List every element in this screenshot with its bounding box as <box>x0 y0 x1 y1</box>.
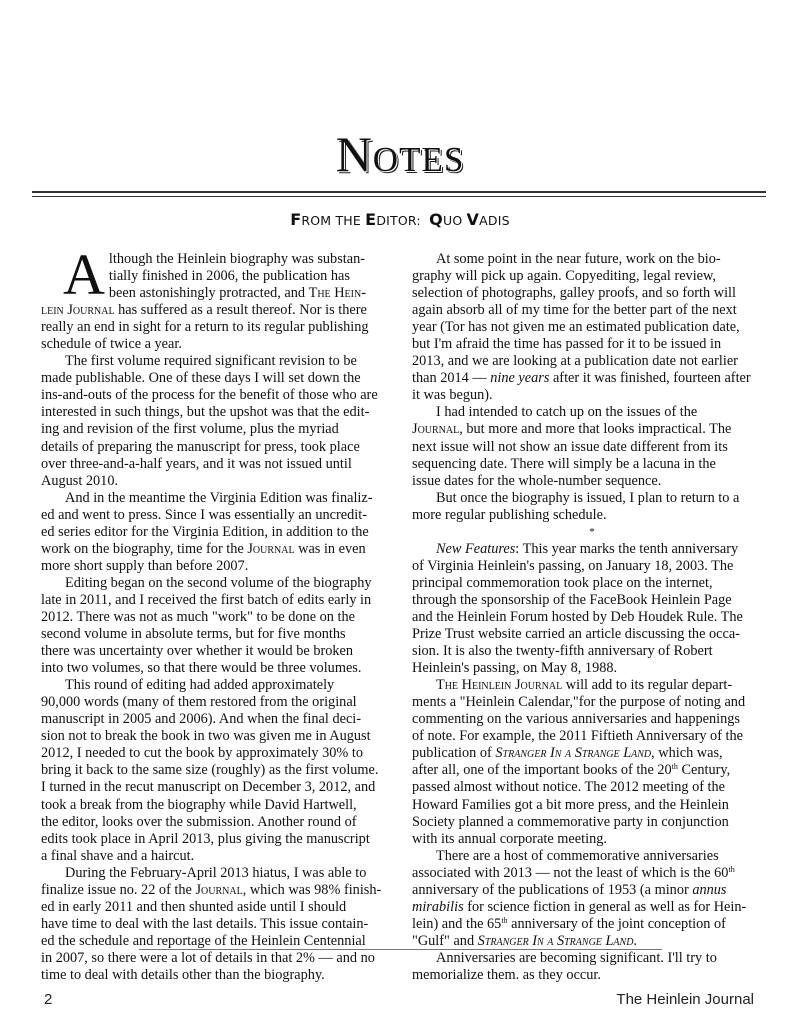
text-run: but I'm afraid the time has passed for it to be issued in <box>412 336 722 353</box>
right-column <box>412 251 772 984</box>
text-line <box>41 865 391 882</box>
text-line <box>41 353 391 370</box>
text-line <box>41 336 391 353</box>
text-run: commenting on the various anniversaries and happenings <box>412 711 740 728</box>
text-line <box>41 967 391 984</box>
text-line <box>41 882 391 899</box>
text-run: But once the biography is issued, I plan to return to a <box>436 489 740 506</box>
text-run: than 2014 — <box>412 370 491 387</box>
text-line <box>41 302 391 319</box>
text-run: lein) and the 65 <box>412 915 502 932</box>
text-run: anniversary of the publications of 1953 (a minor <box>412 881 693 898</box>
ordinal-superscript: th <box>501 915 508 925</box>
text-run: with its annual corporate meeting. <box>412 830 607 847</box>
text-line <box>41 814 391 831</box>
smallcaps-run: lein Journal <box>41 302 115 319</box>
text-line <box>412 865 772 882</box>
text-line <box>41 404 391 421</box>
text-line <box>41 762 391 779</box>
text-run: of note. For example, the 2011 Fiftieth Anniversary of the <box>412 728 744 745</box>
text-run: second volume in absolute terms, but for five months <box>41 626 346 643</box>
text-line <box>41 728 391 745</box>
text-run: Howard Families got a bit more press, and the Heinlein <box>412 796 729 813</box>
text-line <box>41 558 391 575</box>
text-line <box>412 251 772 268</box>
smallcaps-run: Journal <box>195 881 243 898</box>
text-run: year (Tor has not given me an estimated publication date, <box>412 319 740 336</box>
text-run: sion. It is also the twenty-fifth anniversary of Robert <box>412 643 713 660</box>
heading-text: UO <box>442 213 467 228</box>
text-line <box>412 779 772 796</box>
text-run: Anniversaries are becoming significant. I'll try to <box>436 949 717 966</box>
text-run: more short supply than before 2007. <box>41 557 249 574</box>
text-run: ins-and-outs of the process for the benefit of those who are <box>41 387 378 404</box>
text-run: During the February-April 2013 hiatus, I was able to <box>65 864 367 881</box>
text-run: sion not to break the book in two was given me in August <box>41 728 371 745</box>
text-line <box>41 490 391 507</box>
section-heading <box>0 211 800 230</box>
text-run: ed and went to press. Since I was essentially an uncredit- <box>41 506 367 523</box>
text-run: ed series editor for the Virginia Edition, in addition to the <box>41 523 369 540</box>
text-line <box>412 933 772 950</box>
page-title: Notes <box>335 126 465 182</box>
italic-run: annus <box>692 881 727 898</box>
text-line <box>41 779 391 796</box>
text-run: associated with 2013 — not the least of which is the 60 <box>412 864 729 881</box>
text-run: been astonishingly protracted, and <box>108 285 309 302</box>
text-run: and the Heinlein Forum hosted by Deb Houdek Rule. The <box>412 608 743 625</box>
text-line <box>412 950 772 967</box>
text-line <box>412 848 772 865</box>
text-run: made publishable. One of these days I will set down the <box>41 370 361 387</box>
heading-text: ROM THE <box>301 213 366 228</box>
text-line <box>412 728 772 745</box>
heading-letter: Q <box>429 210 443 229</box>
text-run: , which was, <box>651 745 723 762</box>
text-run: This round of editing had added approximately <box>65 677 335 694</box>
text-run: 2013, and we are looking at a publication date not earlier <box>412 353 738 370</box>
text-run: edits took place in April 2013, plus giving the manuscript <box>41 830 370 847</box>
text-run: into two volumes, so that there would be three volumes. <box>41 660 362 677</box>
smallcaps-run: The Heinlein Journal <box>436 677 563 694</box>
text-run: publication of <box>412 745 496 762</box>
heading-letter: E <box>365 210 377 229</box>
text-run: ed the schedule and reportage of the Heinlein Centennial <box>41 932 366 949</box>
text-line <box>412 916 772 933</box>
text-line <box>412 319 772 336</box>
text-run: really an end in sight for a return to its regular publishing <box>41 319 369 336</box>
ordinal-superscript: th <box>671 762 678 772</box>
text-line <box>412 694 772 711</box>
text-line <box>41 899 391 916</box>
text-line <box>412 797 772 814</box>
text-line <box>412 831 772 848</box>
text-line <box>412 541 772 558</box>
text-run: anniversary of the joint conception of <box>507 915 726 932</box>
text-line <box>41 421 391 438</box>
text-line <box>412 745 772 762</box>
text-line <box>41 609 391 626</box>
text-run: bring it back to the same size (roughly) as the first volume. <box>41 762 379 779</box>
text-run: Century, <box>677 762 731 779</box>
text-run: passed almost without notice. The 2012 meeting of the <box>412 779 726 796</box>
text-run: 90,000 words (many of them restored from the original <box>41 694 357 711</box>
text-run: Society planned a commemorative party in conjunction <box>412 813 729 830</box>
text-line <box>412 814 772 831</box>
text-line <box>41 933 391 950</box>
text-line <box>41 694 391 711</box>
text-run: the editor, looks over the submission. Another round of <box>41 813 357 830</box>
text-line <box>41 677 391 694</box>
smallcaps-run: Journal <box>412 421 460 438</box>
text-line <box>41 319 391 336</box>
text-run: ing and revision of the first volume, plus the myriad <box>41 421 339 438</box>
text-line <box>412 456 772 473</box>
text-run: , which was 98% finish- <box>242 881 382 898</box>
text-line <box>412 268 772 285</box>
text-line <box>41 575 391 592</box>
text-run: And in the meantime the Virginia Edition was finaliz- <box>65 489 373 506</box>
text-line <box>412 336 772 353</box>
text-run: was in even <box>294 540 366 557</box>
text-line <box>412 677 772 694</box>
heading-letter: F <box>290 210 302 229</box>
text-run: finalize issue no. 22 of the <box>41 881 196 898</box>
text-line <box>41 831 391 848</box>
footer-journal-name: The Heinlein Journal <box>616 991 754 1008</box>
text-run: it was begun). <box>412 387 493 404</box>
book-title: Stranger In a Strange Land <box>495 745 652 762</box>
text-line: lthough the Heinlein biography was substan- <box>108 251 365 267</box>
text-run: principal commemoration took place on the internet, <box>412 574 713 591</box>
text-line <box>41 387 391 404</box>
text-run: graphy will pick up again. Copyediting, legal review, <box>412 268 716 285</box>
section-separator: * <box>589 525 595 538</box>
text-line <box>412 302 772 319</box>
text-run: ments a "Heinlein Calendar,"for the purpose of noting and <box>412 694 746 711</box>
text-line <box>412 592 772 609</box>
text-run: next issue will not show an issue date different from its <box>412 438 728 455</box>
text-line <box>412 507 772 524</box>
text-line <box>412 660 772 677</box>
text-run: have time to deal with the last details. This issue contain- <box>41 915 369 932</box>
text-run: 2012, I needed to cut the book by approximately 30% to <box>41 745 364 762</box>
bottom-rule <box>139 949 662 950</box>
text-line <box>41 711 391 728</box>
text-run: There are a host of commemorative anniversaries <box>436 847 719 864</box>
text-run: August 2010. <box>41 472 119 489</box>
text-run: over three-and-a-half years, and it was not issued until <box>41 455 352 472</box>
text-run: time to deal with details other than the biography. <box>41 966 325 983</box>
page-number: 2 <box>44 991 53 1008</box>
italic-run: nine years <box>490 370 550 387</box>
text-line <box>412 353 772 370</box>
text-run: details of preparing the manuscript for press, took place <box>41 438 360 455</box>
text-run: in 2007, so there were a lot of details in that 2% — and no <box>41 949 375 966</box>
text-line <box>412 473 772 490</box>
text-run: Prize Trust website carried an article discussing the occa- <box>412 626 740 643</box>
text-line: tially finished in 2006, the publication has <box>108 268 350 285</box>
text-line <box>412 370 772 387</box>
text-run: will add to its regular depart- <box>562 677 733 694</box>
text-line <box>412 967 772 984</box>
text-run: manuscript in 2005 and 2006). And when the final deci- <box>41 711 362 728</box>
left-column <box>41 242 391 984</box>
text-run: memorialize them. as they occur. <box>412 966 601 983</box>
text-line <box>41 473 391 490</box>
text-line <box>41 592 391 609</box>
italic-run: mirabilis <box>412 898 464 915</box>
text-line <box>41 626 391 643</box>
journal-name-smallcaps: The Hein- <box>308 285 366 302</box>
title-double-rule <box>32 191 766 197</box>
text-line <box>412 558 772 575</box>
text-run: selection of photographs, galley proofs, and so forth will <box>412 285 736 302</box>
text-line <box>41 950 391 967</box>
text-run: : This year marks the tenth anniversary <box>515 540 739 557</box>
heading-text: ADIS <box>479 213 510 228</box>
text-run: interested in such things, but the upshot was that the edit- <box>41 404 370 421</box>
text-run: took a break from the biography while David Hartwell, <box>41 796 357 813</box>
text-run: there was uncertainty over whether it would be broken <box>41 643 354 660</box>
italic-run: New Features <box>436 540 516 557</box>
text-line <box>41 643 391 660</box>
text-run: 2012. There was not as much "work" to be done on the <box>41 608 355 625</box>
heading-letter: V <box>466 210 480 229</box>
text-run: At some point in the near future, work on the bio- <box>436 251 721 267</box>
text-run: after it was finished, fourteen after <box>549 370 751 387</box>
text-line <box>41 660 391 677</box>
text-run: schedule of twice a year. <box>41 336 182 353</box>
text-line <box>412 285 772 302</box>
text-line <box>412 404 772 421</box>
text-run: I turned in the recut manuscript on December 3, 2012, and <box>41 779 376 796</box>
text-run: . <box>633 932 637 949</box>
heading-text: DITOR: <box>376 213 421 228</box>
text-run: ed in early 2011 and then shunted aside until I should <box>41 898 347 915</box>
text-run: a final shave and a haircut. <box>41 847 195 864</box>
text-line <box>412 882 772 899</box>
text-line <box>412 643 772 660</box>
text-line <box>412 387 772 404</box>
text-line <box>412 490 772 507</box>
text-line <box>412 609 772 626</box>
text-run: , but more and more that looks impractical. The <box>459 421 732 438</box>
text-line <box>41 507 391 524</box>
text-line <box>412 421 772 438</box>
text-line <box>412 711 772 728</box>
text-line <box>412 575 772 592</box>
text-line <box>41 370 391 387</box>
text-run: has suffered as a result thereof. Nor is there <box>114 302 367 319</box>
text-line <box>412 762 772 779</box>
ordinal-superscript: th <box>728 864 735 874</box>
text-run: "Gulf" and <box>412 932 478 949</box>
book-title: Stranger In a Strange Land <box>477 932 634 949</box>
text-line <box>412 439 772 456</box>
text-run: The first volume required significant revision to be <box>65 353 357 370</box>
text-line <box>41 541 391 558</box>
text-run: for science fiction in general as well as for Hein- <box>463 898 747 915</box>
text-line <box>41 439 391 456</box>
text-line <box>41 524 391 541</box>
text-line <box>412 899 772 916</box>
text-run: issue dates for the whole-number sequence. <box>412 472 662 489</box>
text-line <box>41 745 391 762</box>
text-line <box>41 916 391 933</box>
text-run: I had intended to catch up on the issues of the <box>436 404 698 421</box>
text-run: Editing began on the second volume of the biography <box>65 574 372 591</box>
smallcaps-run: Journal <box>247 540 295 557</box>
text-run: after all, one of the important books of the 20 <box>412 762 672 779</box>
text-run: more regular publishing schedule. <box>412 506 607 523</box>
text-line <box>41 456 391 473</box>
text-run: through the sponsorship of the FaceBook Heinlein Page <box>412 591 732 608</box>
text-run: sequencing date. There will simply be a lacuna in the <box>412 455 716 472</box>
text-run: late in 2011, and I received the first batch of edits early in <box>41 591 372 608</box>
text-run: work on the biography, time for the <box>41 540 248 557</box>
drop-cap: A <box>63 242 105 307</box>
text-line <box>41 797 391 814</box>
text-line <box>412 626 772 643</box>
text-run: Heinlein's passing, on May 8, 1988. <box>412 660 618 677</box>
text-run: of Virginia Heinlein's passing, on January 18, 2003. The <box>412 557 734 574</box>
text-run: again absorb all of my time for the better part of the next <box>412 302 737 319</box>
text-line <box>41 848 391 865</box>
